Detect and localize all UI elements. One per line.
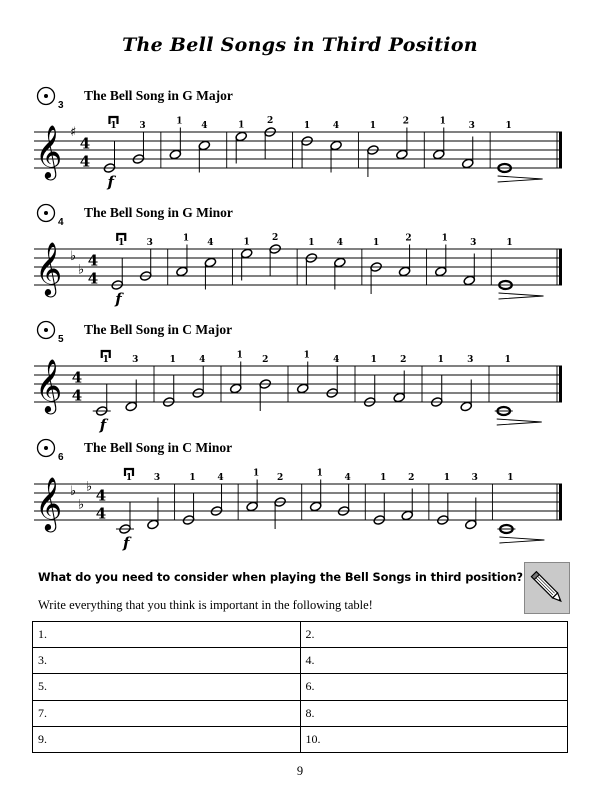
fingering-number: 1 bbox=[252, 468, 260, 479]
cd-track-icon[interactable] bbox=[36, 86, 56, 106]
table-row bbox=[33, 622, 568, 648]
half-note bbox=[309, 501, 322, 512]
cd-track-icon[interactable] bbox=[36, 203, 56, 223]
page-title: The Bell Songs in Third Position bbox=[122, 34, 478, 56]
fingering-number: 1 bbox=[118, 238, 125, 248]
time-signature-bottom: 4 bbox=[87, 269, 99, 288]
fingering-number: 1 bbox=[169, 355, 176, 365]
half-note bbox=[398, 266, 411, 277]
half-note bbox=[393, 392, 406, 403]
fingering-number: 1 bbox=[506, 238, 513, 248]
diminuendo-hairpin bbox=[499, 537, 544, 543]
half-note bbox=[204, 257, 217, 268]
fingering-number: 1 bbox=[102, 355, 109, 365]
fingering-number: 1 bbox=[439, 116, 446, 127]
song-section bbox=[0, 438, 600, 558]
fingering-number: 1 bbox=[189, 473, 196, 483]
fingering-number: 4 bbox=[201, 121, 208, 131]
music-staff bbox=[0, 223, 600, 323]
fingering-number: 1 bbox=[370, 355, 377, 365]
half-note bbox=[235, 131, 248, 142]
pencil-icon bbox=[525, 563, 569, 613]
time-signature-top: 4 bbox=[87, 251, 99, 270]
answer-cell[interactable]: 8. bbox=[300, 700, 568, 726]
fingering-number: 4 bbox=[217, 473, 224, 483]
fingering-number: 2 bbox=[272, 233, 279, 243]
music-staff bbox=[0, 458, 600, 558]
fingering-number: 2 bbox=[400, 355, 407, 365]
dynamic-mark: f bbox=[115, 290, 122, 308]
fingering-number: 3 bbox=[468, 121, 475, 131]
fingering-number: 1 bbox=[125, 473, 133, 483]
key-signature-accidental: ♭ bbox=[78, 262, 85, 278]
half-note bbox=[229, 383, 242, 394]
answer-cell[interactable]: 10. bbox=[300, 726, 568, 752]
half-note bbox=[401, 510, 414, 521]
fingering-number: 2 bbox=[262, 355, 269, 365]
fingering-number: 1 bbox=[437, 355, 444, 365]
key-signature-accidental: ♭ bbox=[70, 249, 77, 264]
cd-track-icon[interactable] bbox=[36, 320, 56, 340]
fingering-number: 1 bbox=[238, 120, 245, 131]
fingering-number: 1 bbox=[243, 237, 250, 248]
treble-clef: 𝄞 bbox=[35, 241, 63, 295]
fingering-number: 1 bbox=[504, 355, 511, 365]
fingering-number: 2 bbox=[402, 116, 410, 127]
fingering-number: 3 bbox=[470, 238, 477, 248]
track-number: 4 bbox=[58, 217, 64, 228]
diminuendo-hairpin bbox=[499, 293, 544, 299]
answer-table bbox=[32, 621, 568, 753]
fingering-number: 3 bbox=[139, 121, 146, 131]
fingering-number: 2 bbox=[267, 116, 274, 126]
instruction-text: Write everything that you think is important in the following table! bbox=[38, 598, 373, 612]
song-section bbox=[0, 203, 600, 323]
time-signature-top: 4 bbox=[79, 134, 91, 153]
time-signature-bottom: 4 bbox=[79, 152, 91, 171]
fingering-number: 1 bbox=[380, 473, 387, 483]
fingering-number: 4 bbox=[199, 355, 206, 365]
table-row bbox=[33, 700, 568, 726]
answer-cell[interactable]: 7. bbox=[33, 700, 301, 726]
song-section bbox=[0, 86, 600, 206]
time-signature-bottom: 4 bbox=[71, 386, 83, 405]
fingering-number: 1 bbox=[505, 121, 512, 131]
fingering-number: 1 bbox=[443, 473, 450, 483]
fingering-number: 1 bbox=[110, 121, 117, 131]
fingering-number: 3 bbox=[132, 355, 139, 365]
half-note bbox=[460, 401, 473, 412]
fingering-number: 1 bbox=[303, 121, 311, 131]
fingering-number: 1 bbox=[372, 238, 380, 248]
fingering-number: 1 bbox=[369, 121, 377, 131]
diminuendo-hairpin bbox=[498, 176, 543, 182]
answer-cell[interactable]: 3. bbox=[33, 648, 301, 674]
song-title: The Bell Song in G Major bbox=[84, 88, 233, 103]
answer-cell[interactable]: 9. bbox=[33, 726, 301, 752]
fingering-number: 2 bbox=[276, 473, 284, 483]
fingering-number: 2 bbox=[405, 233, 412, 244]
dynamic-mark: f bbox=[107, 173, 114, 191]
half-note bbox=[432, 149, 445, 160]
fingering-number: 1 bbox=[441, 233, 448, 244]
dynamic-mark: f bbox=[99, 416, 107, 434]
fingering-number: 1 bbox=[182, 233, 190, 244]
time-signature-top: 4 bbox=[71, 368, 83, 387]
question-heading: What do you need to consider when playing the Bell Songs in third position? bbox=[38, 570, 523, 584]
fingering-number: 1 bbox=[303, 350, 310, 361]
key-signature-accidental: ♭ bbox=[70, 484, 77, 499]
fingering-number: 4 bbox=[332, 121, 340, 131]
fingering-number: 1 bbox=[316, 468, 323, 479]
fingering-number: 2 bbox=[408, 473, 415, 483]
song-section bbox=[0, 320, 600, 440]
fingering-number: 1 bbox=[308, 238, 315, 248]
half-note bbox=[198, 140, 211, 151]
half-note bbox=[147, 519, 160, 530]
half-note bbox=[169, 149, 182, 160]
track-number: 5 bbox=[58, 334, 64, 345]
page-number: 9 bbox=[296, 764, 304, 778]
answer-cell[interactable]: 5. bbox=[33, 674, 301, 700]
table-row bbox=[33, 674, 568, 700]
fingering-number: 4 bbox=[207, 238, 214, 248]
half-note bbox=[334, 257, 347, 268]
fingering-number: 4 bbox=[333, 355, 340, 365]
half-note bbox=[240, 248, 253, 259]
fingering-number: 4 bbox=[344, 473, 351, 483]
half-note bbox=[463, 275, 476, 286]
key-signature-accidental: ♯ bbox=[70, 125, 77, 140]
half-note bbox=[465, 519, 478, 530]
fingering-number: 3 bbox=[146, 238, 153, 248]
fingering-number: 4 bbox=[336, 238, 343, 248]
cd-track-icon[interactable] bbox=[36, 438, 56, 458]
half-note bbox=[330, 140, 343, 151]
answer-cell[interactable]: 6. bbox=[300, 674, 568, 700]
half-note bbox=[125, 401, 138, 412]
half-note bbox=[176, 266, 189, 277]
music-staff bbox=[0, 106, 600, 206]
half-note bbox=[296, 383, 309, 394]
time-signature-top: 4 bbox=[95, 486, 107, 505]
treble-clef: 𝄞 bbox=[35, 358, 63, 412]
fingering-number: 3 bbox=[467, 355, 474, 365]
song-title: The Bell Song in C Minor bbox=[84, 440, 233, 455]
track-number: 3 bbox=[58, 100, 64, 111]
half-note bbox=[435, 266, 448, 277]
answer-cell[interactable]: 1. bbox=[33, 622, 301, 648]
half-note bbox=[396, 149, 409, 160]
answer-cell[interactable]: 2. bbox=[300, 622, 568, 648]
table-row bbox=[33, 726, 568, 752]
fingering-number: 1 bbox=[176, 116, 183, 127]
dynamic-mark: f bbox=[122, 534, 130, 552]
key-signature-accidental: ♭ bbox=[86, 479, 93, 495]
fingering-number: 3 bbox=[153, 473, 161, 483]
diminuendo-hairpin bbox=[497, 419, 542, 425]
treble-clef: 𝄞 bbox=[35, 476, 63, 530]
treble-clef: 𝄞 bbox=[35, 124, 63, 178]
song-title: The Bell Song in G Minor bbox=[84, 205, 233, 220]
answer-cell[interactable]: 4. bbox=[300, 648, 568, 674]
music-staff bbox=[0, 340, 600, 440]
key-signature-accidental: ♭ bbox=[78, 497, 85, 513]
half-note bbox=[461, 158, 474, 169]
fingering-number: 1 bbox=[236, 350, 243, 361]
table-row bbox=[33, 648, 568, 674]
pencil-box bbox=[524, 562, 570, 614]
song-title: The Bell Song in C Major bbox=[84, 322, 233, 337]
fingering-number: 3 bbox=[471, 473, 478, 483]
time-signature-bottom: 4 bbox=[95, 504, 107, 523]
half-note bbox=[246, 501, 259, 512]
fingering-number: 1 bbox=[507, 473, 514, 483]
track-number: 6 bbox=[58, 452, 64, 463]
